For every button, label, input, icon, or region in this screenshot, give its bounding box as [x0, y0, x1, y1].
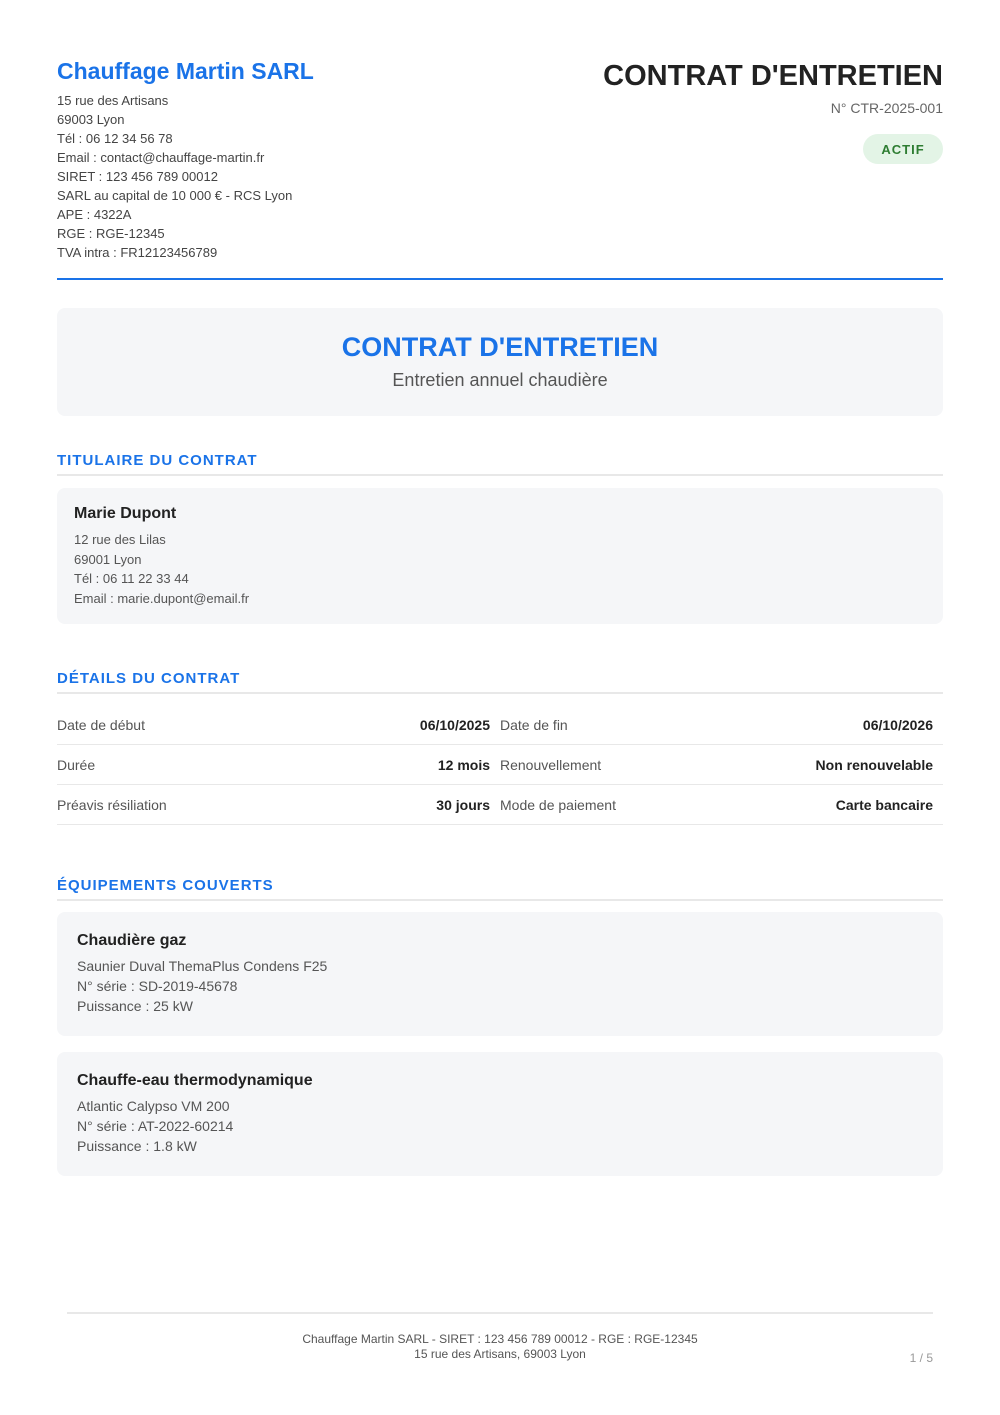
- equipment-power: Puissance : 25 kW: [77, 998, 193, 1014]
- banner-subtitle: Entretien annuel chaudière: [392, 370, 608, 390]
- equipment-card: [57, 912, 943, 1036]
- holder-email: Email : marie.dupont@email.fr: [74, 590, 250, 606]
- document-title: CONTRAT D'ENTRETIEN: [603, 60, 943, 92]
- equipment-serial: N° série : AT-2022-60214: [77, 1118, 234, 1134]
- holder-card: [57, 488, 943, 624]
- company-capital: SARL au capital de 10 000 € - RCS Lyon: [57, 188, 293, 203]
- holder-address: 12 rue des Lilas: [74, 532, 166, 547]
- status-badge: ACTIF: [863, 134, 943, 164]
- detail-value: 12 mois: [437, 757, 490, 773]
- table-row: [57, 745, 943, 785]
- detail-label: Durée: [57, 757, 96, 773]
- detail-value: Carte bancaire: [835, 797, 933, 813]
- equipment-details: [77, 1096, 233, 1156]
- company-vat: TVA intra : FR12123456789: [57, 245, 218, 260]
- holder-name: Marie Dupont: [74, 505, 177, 522]
- document-page: [57, 0, 943, 1415]
- document-header: [57, 56, 943, 280]
- company-address: 15 rue des Artisans: [57, 93, 169, 108]
- table-row: [57, 785, 943, 825]
- company-rge: RGE : RGE-12345: [57, 226, 165, 241]
- holder-phone: Tél : 06 11 22 33 44: [74, 571, 189, 586]
- equipment-details: [77, 956, 327, 1016]
- equipment-serial: N° série : SD-2019-45678: [77, 978, 238, 994]
- detail-label: Mode de paiement: [500, 797, 616, 813]
- detail-value: Non renouvelable: [815, 757, 933, 773]
- footer-divider: [67, 1312, 933, 1314]
- detail-label: Renouvellement: [500, 757, 602, 773]
- table-row: [57, 705, 943, 745]
- title-banner: [57, 308, 943, 416]
- equipment-name: Chaudière gaz: [77, 932, 187, 949]
- document-number: N° CTR-2025-001: [830, 100, 943, 116]
- section-title-details: DÉTAILS DU CONTRAT: [57, 666, 943, 694]
- equipment-power: Puissance : 1.8 kW: [77, 1138, 197, 1154]
- page-number: 1 / 5: [909, 1351, 933, 1365]
- detail-label: Date de début: [57, 717, 145, 733]
- company-details: [57, 91, 292, 262]
- equipment-model: Saunier Duval ThemaPlus Condens F25: [77, 958, 328, 974]
- detail-value: 30 jours: [436, 797, 490, 813]
- company-email: Email : contact@chauffage-martin.fr: [57, 150, 265, 165]
- detail-label: Date de fin: [500, 717, 568, 733]
- banner-title: CONTRAT D'ENTRETIEN: [341, 332, 659, 362]
- company-phone: Tél : 06 12 34 56 78: [57, 131, 173, 146]
- footer-company-line: Chauffage Martin SARL - SIRET : 123 456 789 00012 - RGE : RGE-12345: [302, 1332, 698, 1346]
- detail-value: 06/10/2026: [862, 717, 933, 733]
- details-table: [57, 705, 943, 825]
- section-title-holder: TITULAIRE DU CONTRAT: [57, 448, 943, 476]
- holder-city: 69001 Lyon: [74, 551, 142, 567]
- equipment-name: Chauffe-eau thermodynamique: [77, 1072, 313, 1089]
- footer-address-line: 15 rue des Artisans, 69003 Lyon: [414, 1347, 586, 1361]
- holder-details: [74, 530, 249, 608]
- company-city: 69003 Lyon: [57, 112, 125, 127]
- company-name: Chauffage Martin SARL: [57, 58, 314, 84]
- section-title-equipment: ÉQUIPEMENTS COUVERTS: [57, 873, 943, 901]
- detail-value: 06/10/2025: [419, 717, 490, 733]
- equipment-model: Atlantic Calypso VM 200: [77, 1098, 230, 1114]
- company-siret: SIRET : 123 456 789 00012: [57, 169, 218, 184]
- detail-label: Préavis résiliation: [57, 797, 167, 813]
- company-ape: APE : 4322A: [57, 207, 132, 222]
- equipment-card: [57, 1052, 943, 1176]
- footer: [57, 1332, 943, 1362]
